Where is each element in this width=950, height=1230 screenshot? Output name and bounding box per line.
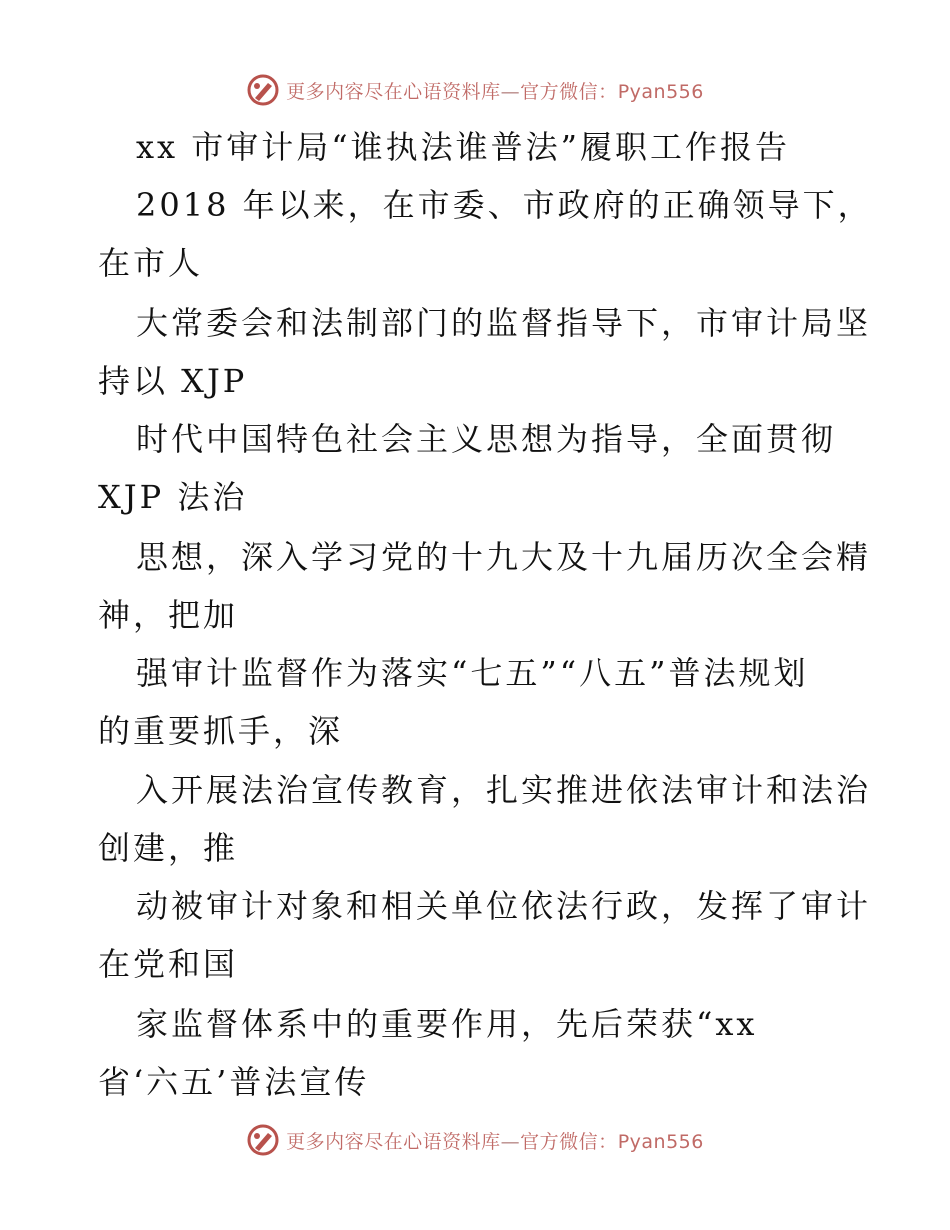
paragraph-line: 动被审计对象和相关单位依法行政，发挥了审计	[136, 887, 872, 925]
paragraph-line: 入开展法治宣传教育，扎实推进依法审计和法治	[136, 771, 872, 809]
paragraph-line: 在党和国	[98, 945, 239, 983]
pen-logo-icon	[246, 73, 280, 107]
document-title: xx 市审计局“谁执法谁普法”履职工作报告	[136, 128, 790, 166]
paragraph-line: 时代中国特色社会主义思想为指导，全面贯彻	[136, 420, 837, 458]
paragraph-line: 强审计监督作为落实“七五”“八五”普法规划	[136, 654, 809, 692]
paragraph-line: 在市人	[98, 244, 204, 282]
paragraph-line: 神，把加	[98, 596, 239, 634]
paragraph-line: 创建，推	[98, 829, 239, 867]
paragraph-line: 的重要抓手，深	[98, 712, 344, 750]
paragraph-line: 2018 年以来，在市委、市政府的正确领导下，	[136, 186, 873, 224]
paragraph-line: 思想，深入学习党的十九大及十九届历次全会精	[136, 538, 872, 576]
watermark-text: 更多内容尽在心语资料库—官方微信：Pyan556	[286, 1130, 704, 1153]
header-watermark-banner	[0, 70, 950, 110]
paragraph-line: 省‘六五’普法宣传	[98, 1063, 370, 1101]
footer-watermark-banner	[0, 1120, 950, 1160]
paragraph-line: 持以 XJP	[98, 362, 248, 400]
pen-logo-icon	[246, 1123, 280, 1157]
paragraph-line: XJP 法治	[98, 478, 248, 516]
watermark-text: 更多内容尽在心语资料库—官方微信：Pyan556	[286, 80, 704, 103]
paragraph-line: 大常委会和法制部门的监督指导下，市审计局坚	[136, 304, 872, 342]
paragraph-line: 家监督体系中的重要作用，先后荣获“xx	[136, 1005, 758, 1043]
